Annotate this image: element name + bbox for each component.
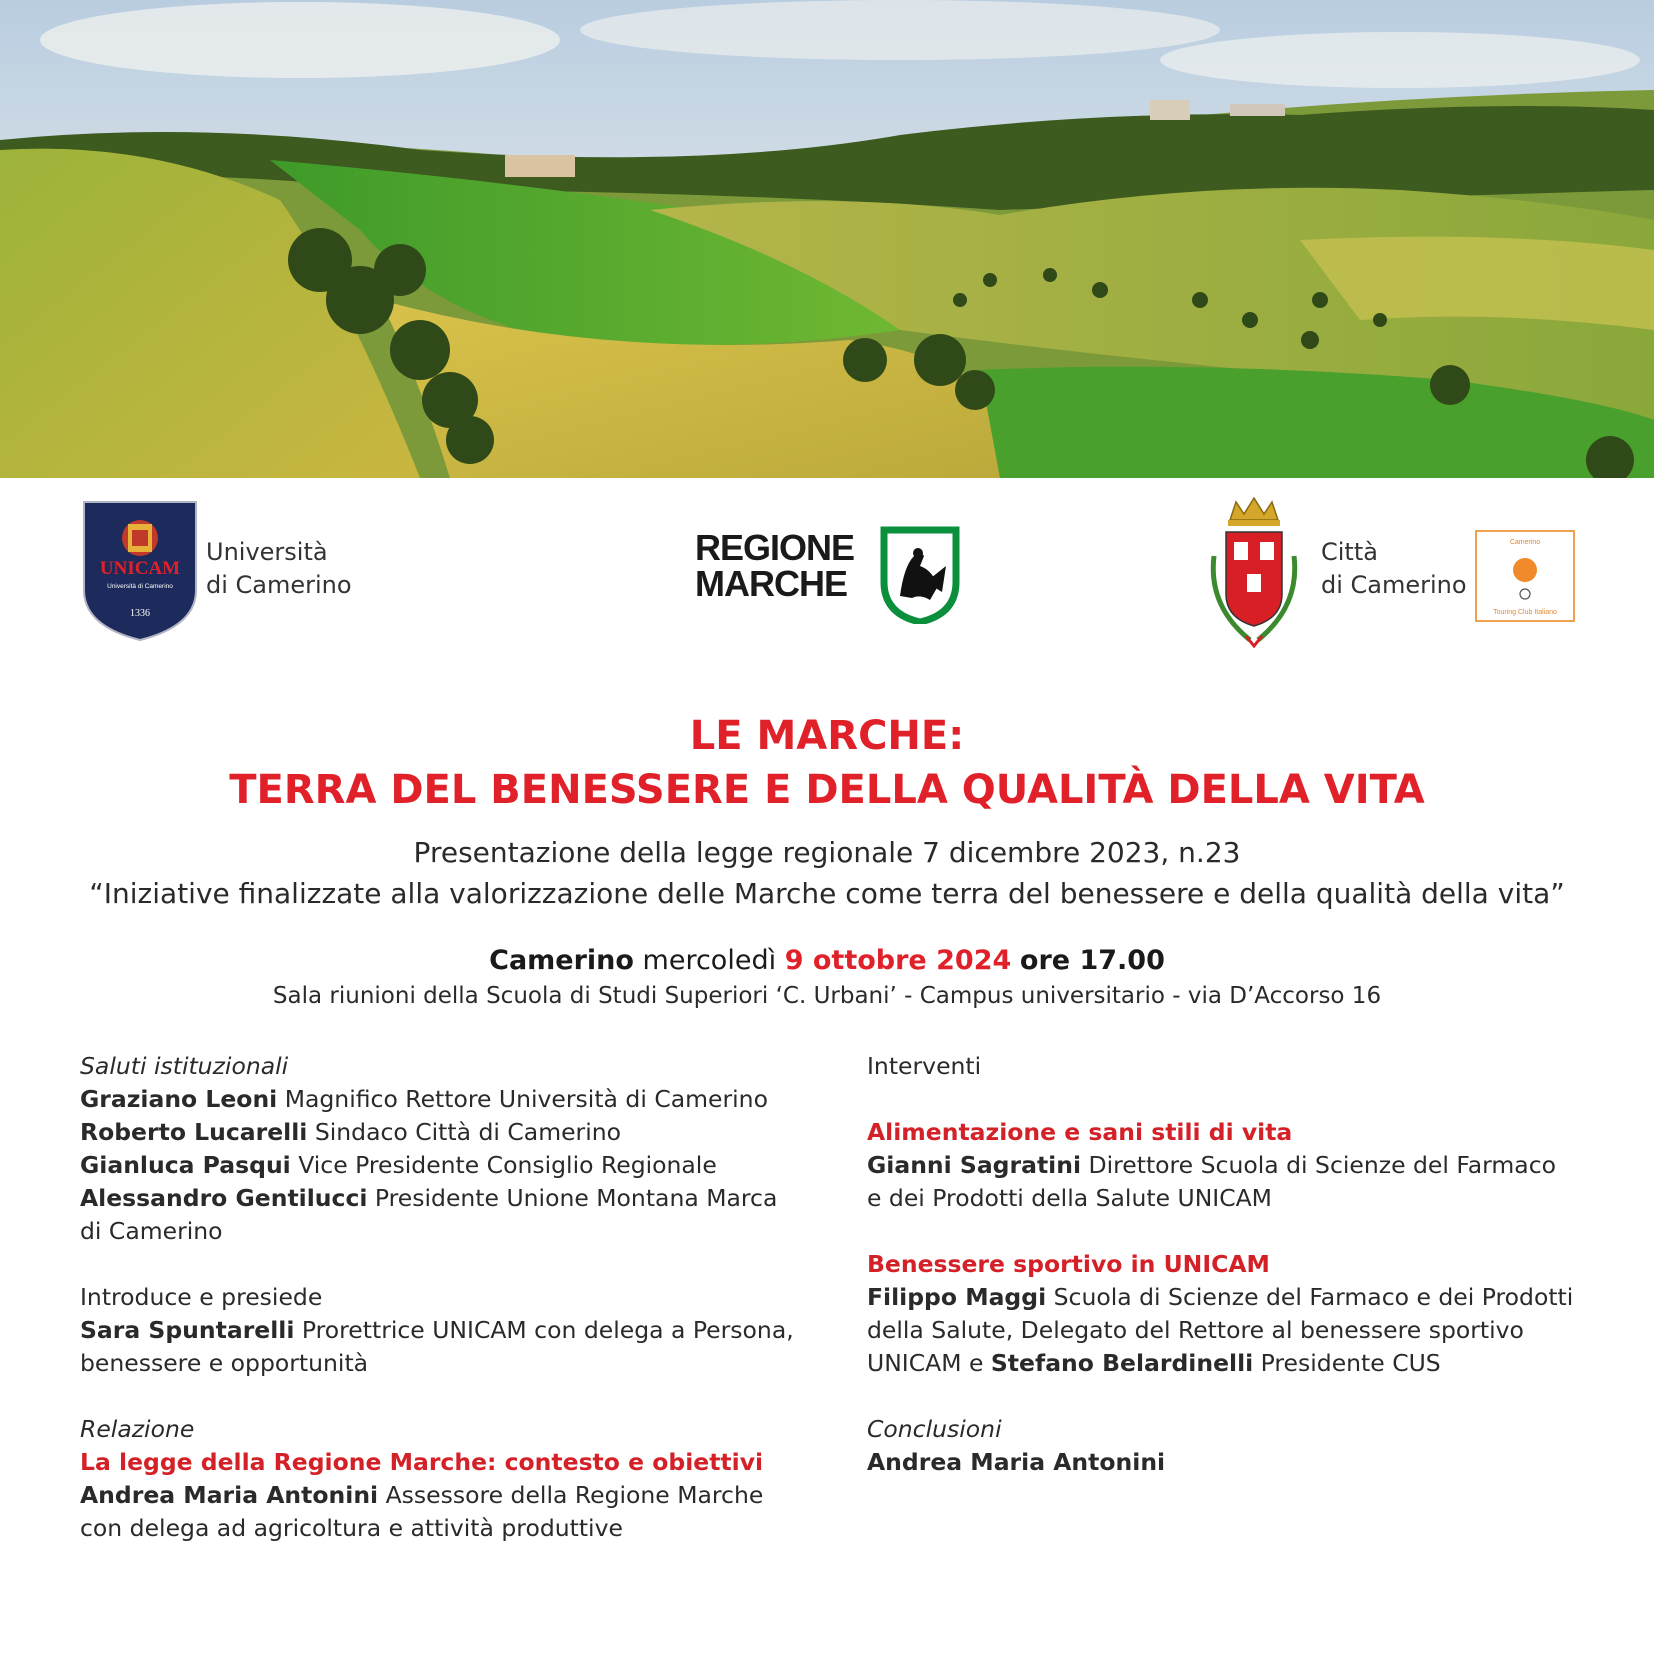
subtitle-line1: Presentazione della legge regionale 7 dicembre 2023, n.23 <box>413 836 1241 869</box>
speaker-line: Gianni Sagratini Direttore Scuola di Scienze del Farmaco <box>867 1151 1556 1179</box>
citta-camerino-label: Città di Camerino <box>1321 538 1467 599</box>
speaker-line-continued: e dei Prodotti della Salute UNICAM <box>867 1184 1272 1212</box>
page-title-line2: TERRA DEL BENESSERE E DELLA QUALITÀ DELLA VITA <box>229 767 1425 813</box>
speaker-line-continued: di Camerino <box>80 1217 223 1245</box>
event-date: 9 ottobre 2024 <box>784 945 1012 976</box>
talk1-title: Alimentazione e sani stili di vita <box>867 1118 1293 1146</box>
event-city: Camerino <box>489 945 634 976</box>
page-title-line1: LE MARCHE: <box>689 713 965 759</box>
program-left-column <box>80 1050 800 1545</box>
speaker-line-continued: con delega ad agricoltura e attività produttive <box>80 1514 623 1542</box>
program-right-column <box>867 1050 1587 1479</box>
hero-landscape-image <box>0 0 1654 478</box>
regione-marche-logo <box>695 526 960 626</box>
speaker-line-continued: UNICAM e Stefano Belardinelli Presidente CUS <box>867 1349 1441 1377</box>
speaker-line: Gianluca Pasqui Vice Presidente Consiglio Regionale <box>80 1151 717 1179</box>
saluti-heading: Saluti istituzionali <box>80 1052 289 1080</box>
speaker-line: Sara Spuntarelli Prorettrice UNICAM con delega a Persona, <box>80 1316 794 1344</box>
svg-text:UNICAM: UNICAM <box>99 558 181 579</box>
talk2-title: Benessere sportivo in UNICAM <box>867 1250 1270 1278</box>
citta-camerino-crest <box>1200 496 1308 654</box>
conclusioni-heading: Conclusioni <box>867 1415 1002 1443</box>
regione-marche-wordmark: REGIONE MARCHE <box>695 527 855 604</box>
interventi-heading: Interventi <box>867 1052 982 1080</box>
speaker-line: Andrea Maria Antonini Assessore della Regione Marche <box>80 1481 764 1509</box>
event-time: ore 17.00 <box>1019 945 1165 976</box>
relazione-title: La legge della Regione Marche: contesto e obiettivi <box>80 1448 764 1476</box>
speaker-line: Filippo Maggi Scuola di Scienze del Farmaco e dei Prodotti <box>867 1283 1574 1311</box>
speaker-line-continued: della Salute, Delegato del Rettore al benessere sportivo <box>867 1316 1524 1344</box>
touring-club-logo <box>1475 530 1575 622</box>
speaker-line: Roberto Lucarelli Sindaco Città di Camerino <box>80 1118 622 1146</box>
svg-text:Touring Club Italiano: Touring Club Italiano <box>1493 609 1557 616</box>
event-datetime <box>0 942 1654 980</box>
conclusioni-speaker: Andrea Maria Antonini <box>867 1448 1166 1476</box>
regione-marche-emblem-icon <box>880 526 960 624</box>
unicam-label: Università di Camerino <box>206 538 352 599</box>
event-venue: Sala riunioni della Scuola di Studi Superiori ‘C. Urbani’ - Campus universitario - via D’Accorso 16 <box>272 983 1382 1009</box>
svg-text:1336: 1336 <box>130 608 150 619</box>
intro-heading: Introduce e presiede <box>80 1283 323 1311</box>
relazione-heading: Relazione <box>80 1415 195 1443</box>
svg-text:Università di Camerino: Università di Camerino <box>107 583 173 590</box>
speaker-line: Graziano Leoni Magnifico Rettore Università di Camerino <box>80 1085 768 1113</box>
unicam-shield-logo <box>82 500 198 642</box>
event-weekday: mercoledì <box>642 945 777 976</box>
logos-row <box>0 478 1654 678</box>
speaker-line: Alessandro Gentilucci Presidente Unione Montana Marca <box>80 1184 778 1212</box>
speaker-line-continued: benessere e opportunità <box>80 1349 369 1377</box>
svg-text:Camerino: Camerino <box>1509 539 1541 546</box>
subtitle-line2: “Iniziative finalizzate alla valorizzazione delle Marche come terra del benessere e della qualità della vita” <box>89 877 1565 910</box>
